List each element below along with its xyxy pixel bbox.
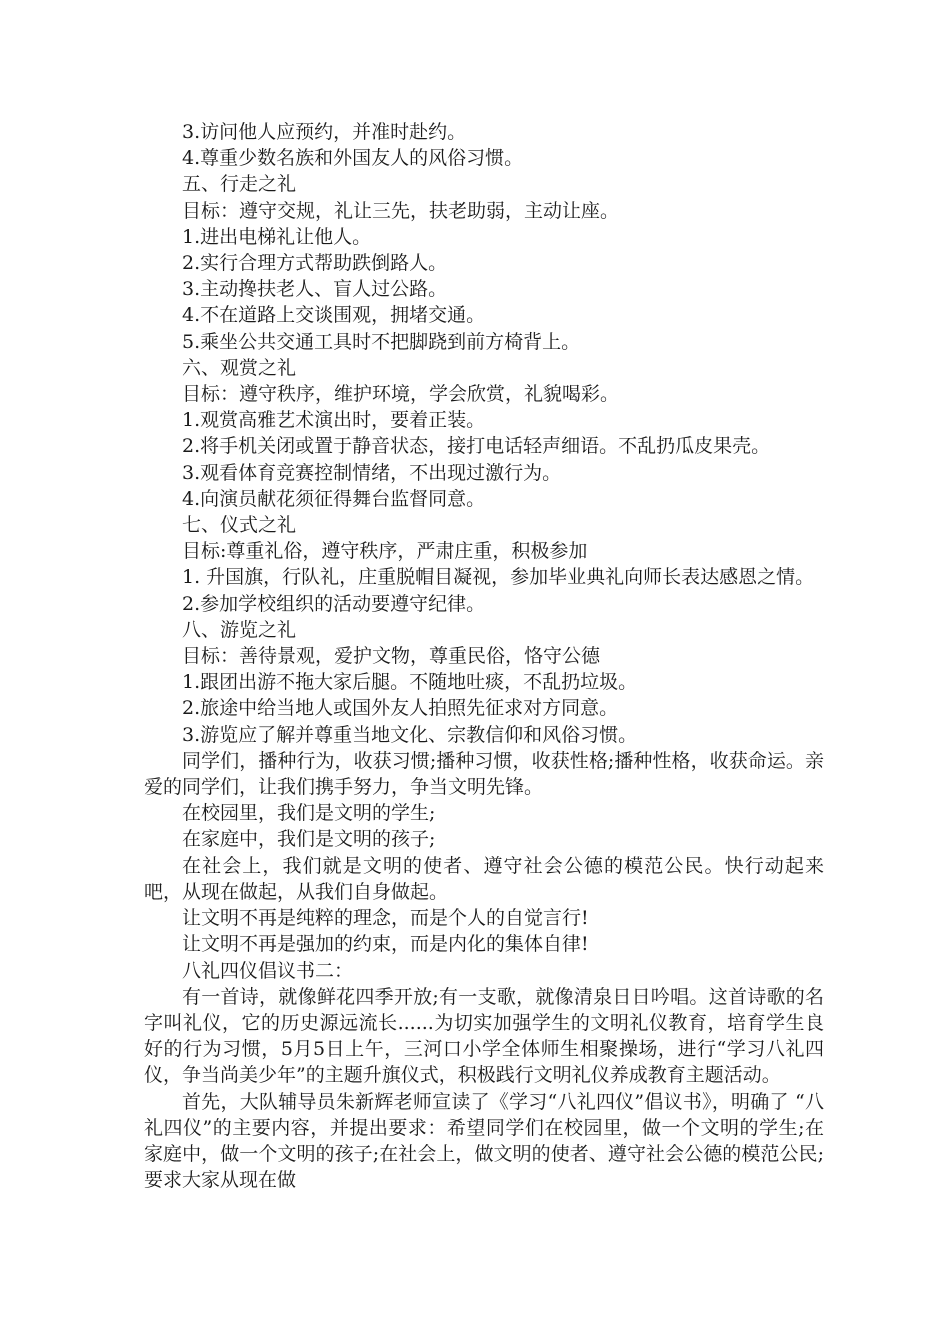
section-heading: 七、仪式之礼 [182, 514, 297, 537]
paragraph: 在家庭中，我们是文明的孩子; [182, 828, 436, 851]
paragraph: 5.乘坐公共交通工具时不把脚跷到前方椅背上。 [182, 330, 581, 353]
paragraph: 在社会上，我们就是文明的使者、遵守社会公德的模范公民。快行动起来吧，从现在做起，从我们自身做起。 [144, 854, 824, 903]
paragraph: 有一首诗，就像鲜花四季开放;有一支歌，就像清泉日日吟唱。这首诗歌的名字叫礼仪，它的历史源远流长......为切实加强学生的文明礼仪教育，培育学生良好的行为习惯，5月5日上午，三河口小学全体师生相聚操场，进行“学习八礼四仪，争当尚美少年”的主题升旗仪式，积极践行文明礼仪养成教育主题活动。 [144, 985, 824, 1087]
section-heading: 五、行走之礼 [182, 173, 297, 196]
paragraph: 目标：善待景观，爱护文物，尊重民俗，恪守公德 [182, 645, 601, 668]
paragraph: 2.参加学校组织的活动要遵守纪律。 [182, 592, 486, 615]
paragraph: 3.观看体育竞赛控制情绪，不出现过激行为。 [182, 461, 562, 484]
paragraph: 1.观赏高雅艺术演出时，要着正装。 [182, 409, 486, 432]
paragraph: 1.跟团出游不拖大家后腿。不随地吐痰，不乱扔垃圾。 [182, 671, 638, 694]
paragraph: 3.游览应了解并尊重当地文化、宗教信仰和风俗习惯。 [182, 723, 638, 746]
document-body [144, 119, 824, 1193]
paragraph: 2.实行合理方式帮助跌倒路人。 [182, 252, 448, 275]
paragraph: 目标：遵守交规，礼让三先，扶老助弱，主动让座。 [182, 199, 620, 222]
paragraph: 让文明不再是强加的约束，而是内化的集体自律! [182, 933, 589, 956]
paragraph: 在校园里，我们是文明的学生; [182, 802, 436, 825]
paragraph: 4.尊重少数名族和外国友人的风俗习惯。 [182, 147, 524, 170]
paragraph: 目标:尊重礼俗，遵守秩序，严肃庄重，积极参加 [182, 540, 588, 563]
paragraph: 首先，大队辅导员朱新辉老师宣读了《学习“八礼四仪”倡议书》，明确了 “八礼四仪”的主要内容，并提出要求：希望同学们在校园里，做一个文明的学生;在家庭中，做一个文明的孩子;在社会上，做文明的使者、遵守社会公德的模范公民;要求大家从现在做 [144, 1090, 824, 1192]
section-heading: 八礼四仪倡议书二： [182, 959, 354, 982]
paragraph: 让文明不再是纯粹的理念，而是个人的自觉言行! [182, 907, 589, 930]
paragraph: 4.向演员献花须征得舞台监督同意。 [182, 487, 486, 510]
paragraph: 3.主动搀扶老人、盲人过公路。 [182, 278, 448, 301]
section-heading: 八、游览之礼 [182, 618, 297, 641]
paragraph: 3.访问他人应预约，并准时赴约。 [182, 121, 467, 143]
paragraph: 目标：遵守秩序，维护环境，学会欣赏，礼貌喝彩。 [182, 383, 620, 406]
paragraph: 1. 升国旗，行队礼，庄重脱帽目凝视，参加毕业典礼向师长表达感恩之情。 [182, 566, 815, 589]
paragraph: 2.旅途中给当地人或国外友人拍照先征求对方同意。 [182, 697, 619, 720]
paragraph: 4.不在道路上交谈围观，拥堵交通。 [182, 304, 486, 327]
section-heading: 六、观赏之礼 [182, 356, 297, 379]
paragraph: 2.将手机关闭或置于静音状态，接打电话轻声细语。不乱扔瓜皮果壳。 [182, 435, 771, 458]
paragraph: 同学们，播种行为，收获习惯;播种习惯，收获性格;播种性格，收获命运。亲爱的同学们，让我们携手努力，争当文明先锋。 [144, 749, 824, 799]
paragraph: 1.进出电梯礼让他人。 [182, 225, 372, 248]
